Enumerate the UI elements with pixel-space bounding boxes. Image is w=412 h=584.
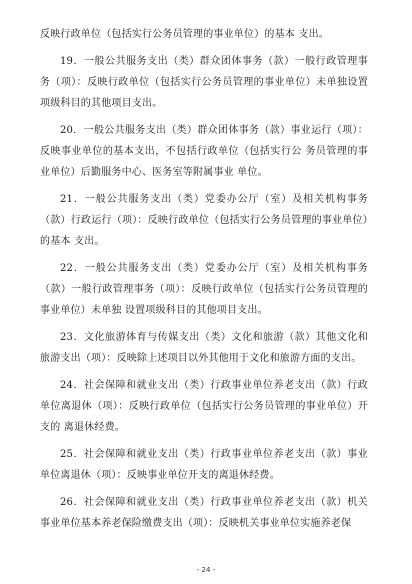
paragraph: 19．一般公共服务支出（类）群众团体事务（款）一般行政管理事务（项）：反映行政单位（包括实行公务员管理的事业单位）未单独设置项级科目的其他项目支出。 [40, 56, 368, 109]
paragraph: 20．一般公共服务支出（类）群众团体事务（款）事业运行（项）：反映事业单位的基本支出，不包括行政单位（包括实行公 务员管理的事业单位）后勤服务中心、医务室等附属事业 单位。 [40, 125, 368, 178]
paragraph: 26．社会保障和就业支出（类）行政事业单位养老支出（款）机关事业单位基本养老保险缴费支出（项）：反映机关事业单位实施养老保 [40, 497, 368, 529]
paragraph: 23．文化旅游体育与传媒支出（类）文化和旅游（款）其他文化和旅游支出（项）：反映除上述项目以外其他用于文化和旅游方面的支出。 [40, 332, 368, 364]
page-number: - 24 - [196, 566, 216, 574]
paragraph: 25．社会保障和就业支出（类）行政事业单位养老支出（款）事业单位离退休（项）：反映事业单位开支的离退休经费。 [40, 449, 368, 481]
paragraph: 反映行政单位（包括实行公务员管理的事业单位）的基本 支出。 [40, 29, 329, 40]
paragraph: 24．社会保障和就业支出（类）行政事业单位养老支出（款）行政单位离退休（项）：反映行政单位（包括实行公务员管理的事业单位）开支的 离退休经费。 [40, 380, 368, 433]
paragraph: 21．一般公共服务支出（类）党委办公厅（室）及相关机构事务（款）行政运行（项）：反映行政单位（包括实行公务员管理的事业单位）的基本 支出。 [40, 194, 368, 247]
document-body [40, 24, 368, 534]
paragraph: 22．一般公共服务支出（类）党委办公厅（室）及相关机构事务（款）一般行政管理事务（项）：反映行政单位（包括实行公务员管理的事业单位）未单独 设置项级科目的其他项目支出。 [40, 263, 368, 316]
